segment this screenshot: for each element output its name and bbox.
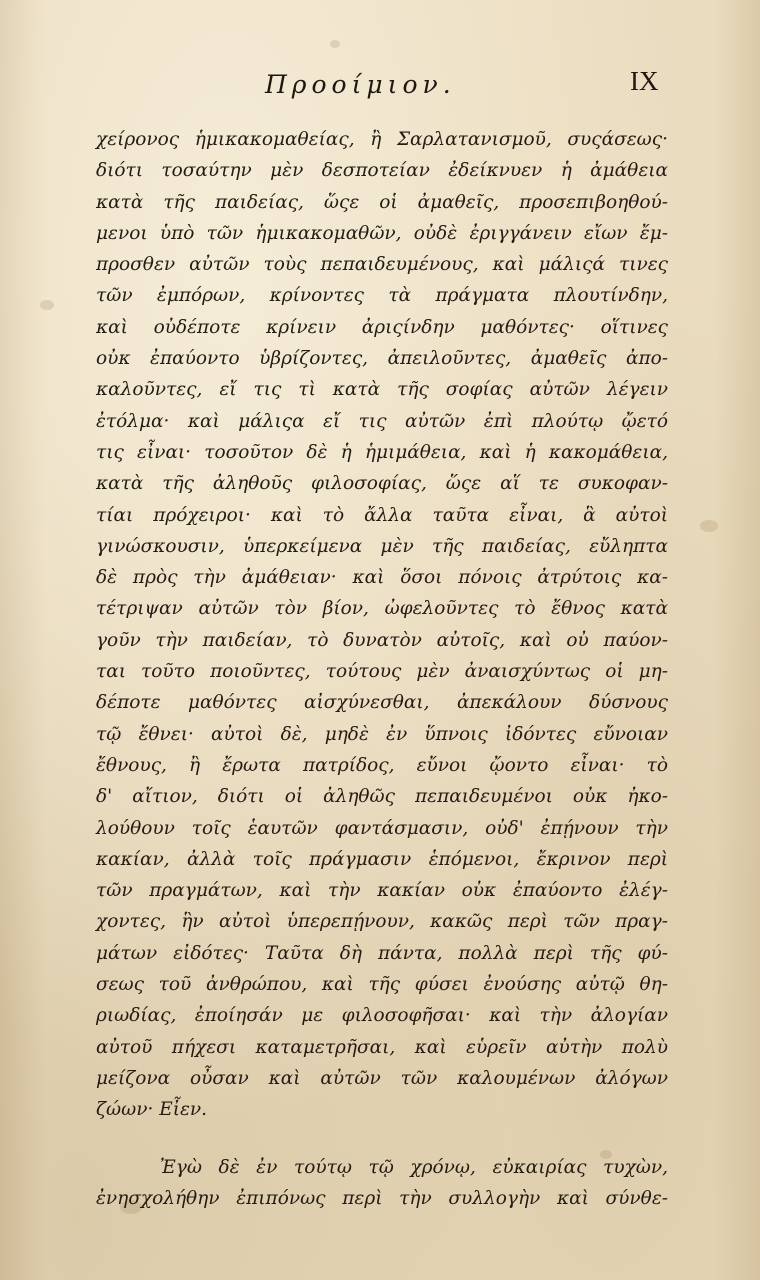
text-line: καὶ οὐδέποτε κρίνειν ἀριςίνδην μαθόντες· οἵτινες xyxy=(96,316,668,338)
paper-stain xyxy=(700,520,718,532)
text-line: αὐτοῦ πήχεσι καταμετρῆσαι, καὶ εὑρεῖν αὐτὴν πολὺ xyxy=(96,1036,668,1058)
text-line: μενοι ὑπὸ τῶν ἡμικακομαθῶν, οὐδὲ ἐριγγάνειν εἴων ἔμ- xyxy=(96,222,668,244)
body-text xyxy=(96,124,668,1214)
text-line: τίαι πρόχειροι· καὶ τὸ ἄλλα ταῦτα εἶναι, ἃ αὐτοὶ xyxy=(96,504,668,526)
text-line: τέτριψαν αὐτῶν τὸν βίον, ὠφελοῦντες τὸ ἔθνος κατὰ xyxy=(96,598,668,620)
text-line: ἐνησχολήθην ἐπιπόνως περὶ τὴν συλλογὴν καὶ σύνθε- xyxy=(96,1187,668,1209)
text-line: Ἐγὼ δὲ ἐν τούτῳ τῷ χρόνῳ, εὐκαιρίας τυχὼν, xyxy=(160,1156,668,1178)
text-line: κατὰ τῆς ἀληθοῦς φιλοσοφίας, ὥςε αἵ τε συκοφαν- xyxy=(96,473,668,495)
text-line: ζώων· Εἶεν. xyxy=(96,1099,208,1121)
text-line: μείζονα οὖσαν καὶ αὐτῶν τῶν καλουμένων ἀλόγων xyxy=(96,1067,668,1089)
text-line: σεως τοῦ ἀνθρώπου, καὶ τῆς φύσει ἐνούσης αὐτῷ θη- xyxy=(96,974,668,996)
text-line: γοῦν τὴν παιδείαν, τὸ δυνατὸν αὐτοῖς, καὶ οὐ παύον- xyxy=(96,629,668,651)
text-line: λούθουν τοῖς ἑαυτῶν φαντάσμασιν, οὐδ' ἐπῄνουν τὴν xyxy=(96,817,668,839)
text-line: δέποτε μαθόντες αἰσχύνεσθαι, ἀπεκάλουν δύσνους xyxy=(96,692,668,714)
text-line: ἐτόλμα· καὶ μάλιςα εἴ τις αὐτῶν ἐπὶ πλούτῳ ᾤετό xyxy=(96,410,668,432)
paper-stain xyxy=(40,300,54,310)
text-line: χοντες, ἣν αὐτοὶ ὑπερεπῄνουν, κακῶς περὶ τῶν πραγ- xyxy=(96,911,668,933)
paragraph xyxy=(96,124,668,1126)
running-head: Προοίμιον. xyxy=(265,70,456,99)
text-line: δὲ πρὸς τὴν ἀμάθειαν· καὶ ὅσοι πόνοις ἀτρύτοις κα- xyxy=(96,567,668,589)
text-line: τῶν ἐμπόρων, κρίνοντες τὰ πράγματα πλουτίνδην, xyxy=(96,285,668,307)
paragraph xyxy=(96,1152,668,1215)
text-line: τῶν πραγμάτων, καὶ τὴν κακίαν οὐκ ἐπαύοντο ἐλέγ- xyxy=(96,880,668,902)
text-line: τις εἶναι· τοσοῦτον δὲ ἡ ἡμιμάθεια, καὶ ἡ κακομάθεια, xyxy=(96,441,668,463)
paragraph-gap xyxy=(96,1126,668,1152)
text-line: γινώσκουσιν, ὑπερκείμενα μὲν τῆς παιδείας, εὔληπτα xyxy=(96,535,668,557)
text-line: προσθεν αὐτῶν τοὺς πεπαιδευμένους, καὶ μάλιςά τινες xyxy=(96,254,668,276)
text-line: κακίαν, ἀλλὰ τοῖς πράγμασιν ἑπόμενοι, ἔκρινον περὶ xyxy=(96,848,668,870)
text-line: ριωδίας, ἐποίησάν με φιλοσοφῆσαι· καὶ τὴν ἀλογίαν xyxy=(96,1005,668,1027)
text-line: ται τοῦτο ποιοῦντες, τούτους μὲν ἀναισχύντως οἱ μη- xyxy=(96,661,668,683)
text-line: ἔθνους, ἢ ἔρωτα πατρίδος, εὔνοι ᾤοντο εἶναι· τὸ xyxy=(96,754,668,776)
text-line: κατὰ τῆς παιδείας, ὥςε οἱ ἀμαθεῖς, προσεπιβοηθού- xyxy=(96,191,668,213)
text-line: τῷ ἔθνει· αὐτοὶ δὲ, μηδὲ ἐν ὕπνοις ἰδόντες εὔνοιαν xyxy=(96,723,668,745)
text-line: μάτων εἰδότες· Ταῦτα δὴ πάντα, πολλὰ περὶ τῆς φύ- xyxy=(96,942,668,964)
text-line: δ' αἴτιον, διότι οἱ ἀληθῶς πεπαιδευμένοι οὐκ ἠκο- xyxy=(96,786,668,808)
paper-stain xyxy=(330,40,340,48)
page-header xyxy=(0,64,760,104)
page-number: IX xyxy=(630,66,659,96)
text-line: διότι τοσαύτην μὲν δεσποτείαν ἐδείκνυεν ἡ ἀμάθεια xyxy=(96,160,668,182)
text-line: χείρονος ἡμικακομαθείας, ἢ Σαρλατανισμοῦ, συςάσεως· xyxy=(96,129,668,150)
text-line: οὐκ ἐπαύοντο ὑβρίζοντες, ἀπειλοῦντες, ἀμαθεῖς ἀπο- xyxy=(96,348,668,370)
text-line: καλοῦντες, εἴ τις τὶ κατὰ τῆς σοφίας αὐτῶν λέγειν xyxy=(96,379,668,401)
